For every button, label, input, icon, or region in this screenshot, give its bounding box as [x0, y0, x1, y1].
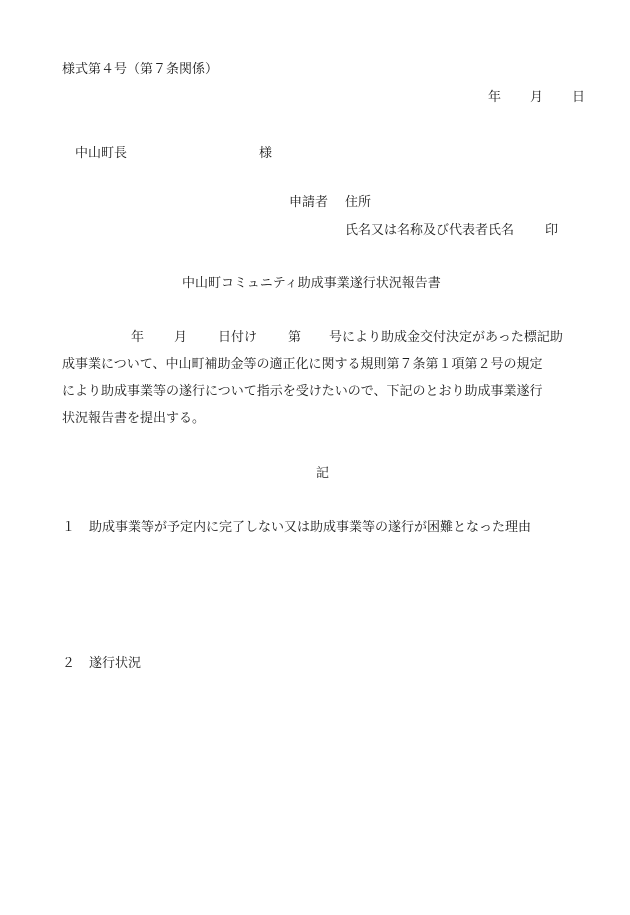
body-line1-rest: 号により助成金交付決定があった標記助 [329, 330, 563, 345]
body-no: 第 [288, 330, 302, 345]
body-line2: 成事業について、中山町補助金等の適正化に関する規則第７条第１項第２号の規定 [62, 357, 543, 372]
form-label: 様式第４号（第７条関係） [62, 62, 219, 77]
body-month: 月 [174, 330, 188, 345]
body-year: 年 [131, 330, 145, 345]
applicant-name-label: 氏名又は名称及び代表者氏名 [345, 223, 515, 238]
body-day-dated: 日付け [218, 330, 258, 345]
body-line4: 状況報告書を提出する。 [62, 411, 206, 426]
document-title: 中山町コミュニティ助成事業遂行状況報告書 [182, 276, 441, 291]
date-day: 日 [572, 90, 586, 105]
ki-heading: 記 [316, 466, 330, 481]
item-1-text: 助成事業等が予定内に完了しない又は助成事業等の遂行が困難となった理由 [89, 520, 532, 535]
applicant-address-label: 住所 [345, 195, 372, 210]
item-2-number: ２ [62, 656, 76, 671]
addressee-honorific: 様 [259, 146, 273, 161]
body-line3: により助成事業等の遂行について指示を受けたいので、下記のとおり助成事業遂行 [62, 384, 543, 399]
item-1-number: １ [62, 520, 76, 535]
seal-mark: 印 [545, 223, 559, 238]
date-year: 年 [488, 90, 502, 105]
date-month: 月 [530, 90, 544, 105]
item-2-text: 遂行状況 [89, 656, 142, 671]
addressee-name: 中山町長 [75, 146, 128, 161]
applicant-label: 申請者 [289, 195, 329, 210]
